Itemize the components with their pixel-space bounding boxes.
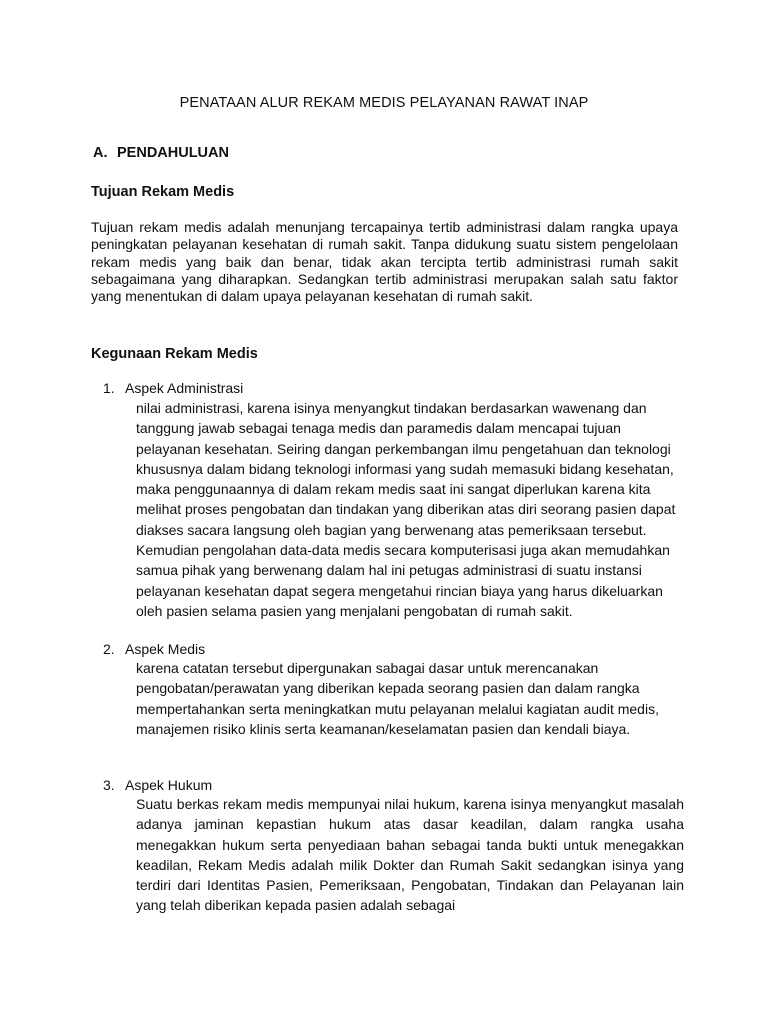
tujuan-heading: Tujuan Rekam Medis [91,184,235,200]
section-heading-text: PENDAHULUAN [117,145,229,161]
list-item-title [103,640,683,658]
list-item-title-text: Aspek Medis [125,641,206,657]
list-item-number: 1. [103,380,115,396]
list-item-title-text: Aspek Hukum [125,777,213,793]
list-item-aspek-administrasi [103,379,683,621]
list-item-number: 2. [103,641,115,657]
list-item-aspek-medis [103,640,683,739]
kegunaan-heading: Kegunaan Rekam Medis [91,346,258,362]
section-number: A. [93,145,108,161]
list-item-number: 3. [103,777,115,793]
list-item-body: Suatu berkas rekam medis mempunyai nilai hukum, karena isinya menyangkut masalah adanya jaminan kepastian hukum atas dasar keadilan, dalam rangka usaha menegakkan hukum serta penyediaan bahan sebagai tanda bukti untuk menegakkan keadilan, Rekam Medis adalah milik Dokter dan Rumah Sakit sedangkan isinya yang terdiri dari Identitas Pasien, Pemeriksaan, Pengobatan, Tindakan dan Pelayanan lain yang telah diberikan kepada pasien adalah sebagai [136,796,684,914]
list-item-title-text: Aspek Administrasi [125,380,244,396]
list-item-body: karena catatan tersebut dipergunakan sabagai dasar untuk merencanakan pengobatan/perawatan yang diberikan kepada seorang pasien dan dalam rangka mempertahankan serta meningkatkan mutu pelayanan melalui kagiatan audit medis, manajemen risiko klinis serta keamanan/keselamatan pasien dan kendali biaya. [136,660,659,737]
list-item-title [103,776,683,794]
section-heading [93,144,229,162]
document-title: PENATAAN ALUR REKAM MEDIS PELAYANAN RAWAT INAP [179,95,589,111]
tujuan-paragraph: Tujuan rekam medis adalah menunjang tercapainya tertib administrasi dalam rangka upaya peningkatan pelayanan kesehatan di rumah sakit. Tanpa didukung suatu sistem pengelolaan rekam medis yang baik dan benar, tidak akan tercipta tertib administrasi rumah sakit sebagaimana yang diharapkan. Sedangkan tertib administrasi merupakan salah satu faktor yang menentukan di dalam upaya pelayanan kesehatan di rumah sakit. [91,219,678,305]
list-item-body: nilai administrasi, karena isinya menyangkut tindakan berdasarkan wawenang dan tanggung jawab sebagai tenaga medis dan paramedis dalam mencapai tujuan pelayanan kesehatan. Seiring dangan perkembangan ilmu pengetahuan dan teknologi khususnya dalam bidang teknologi informasi yang sudah memasuki bidang kesehatan, maka penggunaannya di dalam rekam medis saat ini sangat diperlukan karena kita melihat proses pengobatan dan tindakan yang diberikan atas diri seorang pasien dapat diakses sacara langsung oleh bagian yang berwenang atas pemeriksaan tersebut. Kemudian pengolahan data-data medis secara komputerisasi juga akan memudahkan samua pihak yang berwenang dalam hal ini petugas administrasi di suatu instansi pelayanan kesehatan dapat segera mengetahui rincian biaya yang harus dikeluarkan oleh pasien selama pasien yang menjalani pengobatan di rumah sakit. [136,400,676,619]
list-item-title [103,379,683,397]
list-item-aspek-hukum [103,776,683,916]
